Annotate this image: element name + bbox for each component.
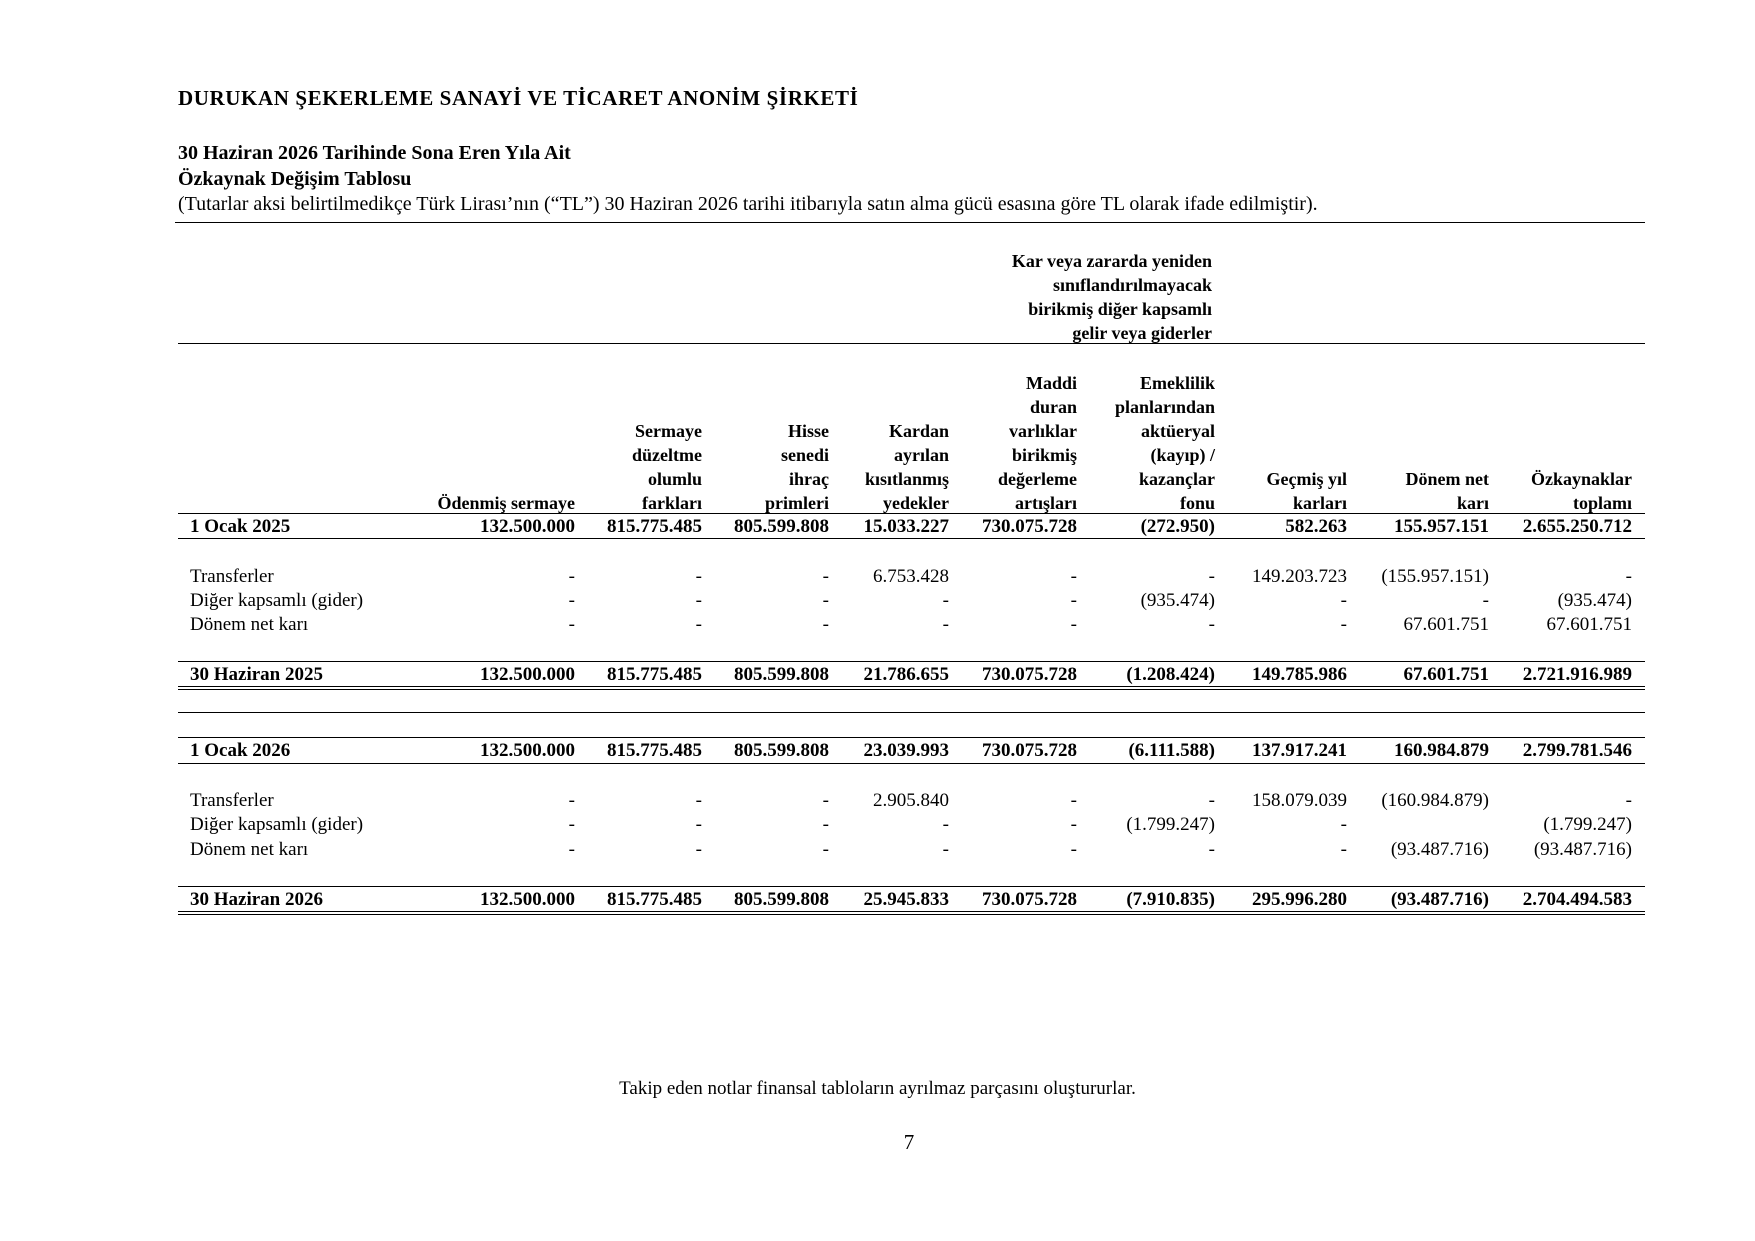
cell-geçmiş-yıl-karları: - <box>1340 590 1347 611</box>
row-label: 1 Ocak 2026 <box>190 740 291 761</box>
cell-sermaye-düzeltme-farkları: - <box>695 614 702 635</box>
row-label: Dönem net karı <box>190 614 309 635</box>
cell-dönem-net-karı: 67.601.751 <box>1403 614 1489 635</box>
cell-geçmiş-yıl-karları: 582.263 <box>1285 516 1347 537</box>
table-row <box>178 662 1645 688</box>
currency-note: (Tutarlar aksi belirtilmedikçe Türk Lirası’nın (“TL”) 30 Haziran 2026 tarihi itibarıyla satın alma gücü esasına göre TL olarak ifade edilmiştir). <box>178 193 1318 215</box>
row-label: 1 Ocak 2025 <box>190 516 291 537</box>
table-rule <box>178 737 1645 738</box>
table-rule <box>178 911 1645 915</box>
column-group-header: Kar veya zararda yeniden sınıflandırılmayacak birikmiş diğer kapsamlı gelir veya giderler <box>1011 251 1212 343</box>
cell-özkaynaklar-toplamı: 2.704.494.583 <box>1522 889 1632 910</box>
cell-kısıtlanmış-yedekler: - <box>942 814 949 835</box>
row-label: Diğer kapsamlı (gider) <box>190 814 364 835</box>
column-header-dönem-net-karı: Dönem net karı <box>1405 469 1489 513</box>
cell-dönem-net-karı: (93.487.716) <box>1390 839 1489 860</box>
cell-aktüeryal-kazançlar-fonu: (272.950) <box>1140 516 1215 537</box>
cell-sermaye-düzeltme-farkları: 815.775.485 <box>607 740 702 761</box>
cell-özkaynaklar-toplamı: (93.487.716) <box>1533 839 1632 860</box>
cell-dönem-net-karı: (93.487.716) <box>1390 889 1489 910</box>
cell-değerleme-artışları: 730.075.728 <box>982 889 1077 910</box>
cell-değerleme-artışları: - <box>1070 614 1077 635</box>
cell-değerleme-artışları: - <box>1070 790 1077 811</box>
cell-aktüeryal-kazançlar-fonu: (1.208.424) <box>1126 664 1215 685</box>
table-rule <box>178 661 1645 662</box>
period-title: 30 Haziran 2026 Tarihinde Sona Eren Yıla Ait <box>178 142 571 164</box>
cell-geçmiş-yıl-karları: - <box>1340 839 1347 860</box>
cell-dönem-net-karı: 160.984.879 <box>1394 740 1489 761</box>
table-row <box>178 564 1645 590</box>
cell-geçmiş-yıl-karları: 149.203.723 <box>1252 566 1347 587</box>
cell-ödenmiş-sermaye: 132.500.000 <box>480 664 575 685</box>
table-row <box>178 612 1645 638</box>
table-rule <box>178 763 1645 764</box>
cell-ödenmiş-sermaye: - <box>568 814 575 835</box>
cell-değerleme-artışları: - <box>1070 839 1077 860</box>
cell-özkaynaklar-toplamı: 67.601.751 <box>1546 614 1632 635</box>
cell-sermaye-düzeltme-farkları: 815.775.485 <box>607 516 702 537</box>
cell-hisse-senedi-ihraç-primleri: 805.599.808 <box>734 740 829 761</box>
cell-ödenmiş-sermaye: - <box>568 839 575 860</box>
table-row <box>178 887 1645 913</box>
cell-geçmiş-yıl-karları: - <box>1340 814 1347 835</box>
company-name: DURUKAN ŞEKERLEME SANAYİ VE TİCARET ANONİM ŞİRKETİ <box>178 86 859 110</box>
column-header-değerleme-artışları: Maddi duran varlıklar birikmiş değerleme artışları <box>998 373 1077 513</box>
cell-geçmiş-yıl-karları: 158.079.039 <box>1252 790 1347 811</box>
cell-hisse-senedi-ihraç-primleri: - <box>822 814 829 835</box>
column-header-özkaynaklar-toplamı: Özkaynaklar toplamı <box>1530 469 1632 513</box>
cell-kısıtlanmış-yedekler: 23.039.993 <box>863 740 949 761</box>
cell-ödenmiş-sermaye: 132.500.000 <box>480 889 575 910</box>
cell-özkaynaklar-toplamı: 2.655.250.712 <box>1522 516 1632 537</box>
table-rule <box>178 886 1645 887</box>
cell-geçmiş-yıl-karları: 149.785.986 <box>1252 664 1347 685</box>
table-rule <box>178 712 1645 713</box>
row-label: Transferler <box>190 790 274 811</box>
cell-hisse-senedi-ihraç-primleri: - <box>822 614 829 635</box>
cell-aktüeryal-kazançlar-fonu: (935.474) <box>1140 590 1215 611</box>
column-header-aktüeryal-kazançlar-fonu: Emeklilik planlarından aktüeryal (kayıp) / kazançlar fonu <box>1114 373 1215 513</box>
cell-değerleme-artışları: 730.075.728 <box>982 664 1077 685</box>
cell-değerleme-artışları: - <box>1070 814 1077 835</box>
page-number: 7 <box>903 1130 915 1154</box>
cell-geçmiş-yıl-karları: 137.917.241 <box>1252 740 1347 761</box>
footer-note: Takip eden notlar finansal tabloların ayrılmaz parçasını oluştururlar. <box>619 1078 1136 1099</box>
cell-kısıtlanmış-yedekler: 21.786.655 <box>863 664 949 685</box>
table-row <box>178 514 1645 540</box>
cell-kısıtlanmış-yedekler: 2.905.840 <box>873 790 949 811</box>
cell-hisse-senedi-ihraç-primleri: 805.599.808 <box>734 889 829 910</box>
cell-hisse-senedi-ihraç-primleri: - <box>822 790 829 811</box>
table-rule <box>178 686 1645 690</box>
cell-kısıtlanmış-yedekler: 15.033.227 <box>863 516 949 537</box>
cell-aktüeryal-kazançlar-fonu: - <box>1208 614 1215 635</box>
table-row <box>178 788 1645 814</box>
cell-dönem-net-karı: 67.601.751 <box>1403 664 1489 685</box>
cell-aktüeryal-kazançlar-fonu: - <box>1208 790 1215 811</box>
cell-dönem-net-karı: - <box>1482 590 1489 611</box>
cell-ödenmiş-sermaye: - <box>568 566 575 587</box>
cell-aktüeryal-kazançlar-fonu: (1.799.247) <box>1126 814 1215 835</box>
cell-özkaynaklar-toplamı: (935.474) <box>1557 590 1632 611</box>
header-divider <box>175 222 1645 223</box>
cell-kısıtlanmış-yedekler: - <box>942 590 949 611</box>
cell-kısıtlanmış-yedekler: 25.945.833 <box>863 889 949 910</box>
cell-aktüeryal-kazançlar-fonu: - <box>1208 839 1215 860</box>
cell-geçmiş-yıl-karları: 295.996.280 <box>1252 889 1347 910</box>
cell-dönem-net-karı: (155.957.151) <box>1381 566 1489 587</box>
table-rule <box>178 538 1645 539</box>
cell-sermaye-düzeltme-farkları: 815.775.485 <box>607 889 702 910</box>
cell-hisse-senedi-ihraç-primleri: 805.599.808 <box>734 664 829 685</box>
row-label: Dönem net karı <box>190 839 309 860</box>
cell-geçmiş-yıl-karları: - <box>1340 614 1347 635</box>
cell-sermaye-düzeltme-farkları: - <box>695 590 702 611</box>
cell-değerleme-artışları: 730.075.728 <box>982 740 1077 761</box>
statement-title: Özkaynak Değişim Tablosu <box>178 168 412 190</box>
table-row <box>178 738 1645 764</box>
cell-hisse-senedi-ihraç-primleri: - <box>822 566 829 587</box>
cell-özkaynaklar-toplamı: 2.721.916.989 <box>1522 664 1632 685</box>
cell-aktüeryal-kazançlar-fonu: (6.111.588) <box>1128 740 1215 761</box>
cell-hisse-senedi-ihraç-primleri: 805.599.808 <box>734 516 829 537</box>
row-label: Diğer kapsamlı (gider) <box>190 590 364 611</box>
column-header-sermaye-düzeltme-farkları: Sermaye düzeltme olumlu farkları <box>632 421 702 513</box>
cell-ödenmiş-sermaye: - <box>568 790 575 811</box>
cell-kısıtlanmış-yedekler: - <box>942 614 949 635</box>
cell-özkaynaklar-toplamı: - <box>1625 790 1632 811</box>
column-header-ödenmiş-sermaye: Ödenmiş sermaye <box>437 493 575 513</box>
cell-sermaye-düzeltme-farkları: - <box>695 790 702 811</box>
cell-kısıtlanmış-yedekler: - <box>942 839 949 860</box>
cell-aktüeryal-kazançlar-fonu: - <box>1208 566 1215 587</box>
cell-sermaye-düzeltme-farkları: - <box>695 566 702 587</box>
cell-hisse-senedi-ihraç-primleri: - <box>822 839 829 860</box>
table-row <box>178 588 1645 614</box>
cell-ödenmiş-sermaye: - <box>568 590 575 611</box>
row-label: Transferler <box>190 566 274 587</box>
cell-dönem-net-karı: 155.957.151 <box>1394 516 1489 537</box>
cell-kısıtlanmış-yedekler: 6.753.428 <box>873 566 949 587</box>
cell-dönem-net-karı: (160.984.879) <box>1381 790 1489 811</box>
column-header-hisse-senedi-ihraç-primleri: Hisse senedi ihraç primleri <box>765 421 829 513</box>
cell-değerleme-artışları: - <box>1070 590 1077 611</box>
cell-sermaye-düzeltme-farkları: 815.775.485 <box>607 664 702 685</box>
cell-özkaynaklar-toplamı: - <box>1625 566 1632 587</box>
column-header-kısıtlanmış-yedekler: Kardan ayrılan kısıtlanmış yedekler <box>864 421 949 513</box>
cell-aktüeryal-kazançlar-fonu: (7.910.835) <box>1126 889 1215 910</box>
column-header-geçmiş-yıl-karları: Geçmiş yıl karları <box>1266 469 1347 513</box>
cell-değerleme-artışları: - <box>1070 566 1077 587</box>
row-label: 30 Haziran 2026 <box>190 889 323 910</box>
table-rule <box>178 513 1645 514</box>
cell-değerleme-artışları: 730.075.728 <box>982 516 1077 537</box>
cell-sermaye-düzeltme-farkları: - <box>695 839 702 860</box>
cell-hisse-senedi-ihraç-primleri: - <box>822 590 829 611</box>
cell-özkaynaklar-toplamı: 2.799.781.546 <box>1522 740 1632 761</box>
cell-ödenmiş-sermaye: 132.500.000 <box>480 740 575 761</box>
cell-ödenmiş-sermaye: - <box>568 614 575 635</box>
table-row <box>178 812 1645 838</box>
row-label: 30 Haziran 2025 <box>190 664 323 685</box>
cell-ödenmiş-sermaye: 132.500.000 <box>480 516 575 537</box>
cell-sermaye-düzeltme-farkları: - <box>695 814 702 835</box>
group-divider <box>178 343 1645 344</box>
table-row <box>178 837 1645 863</box>
cell-özkaynaklar-toplamı: (1.799.247) <box>1543 814 1632 835</box>
